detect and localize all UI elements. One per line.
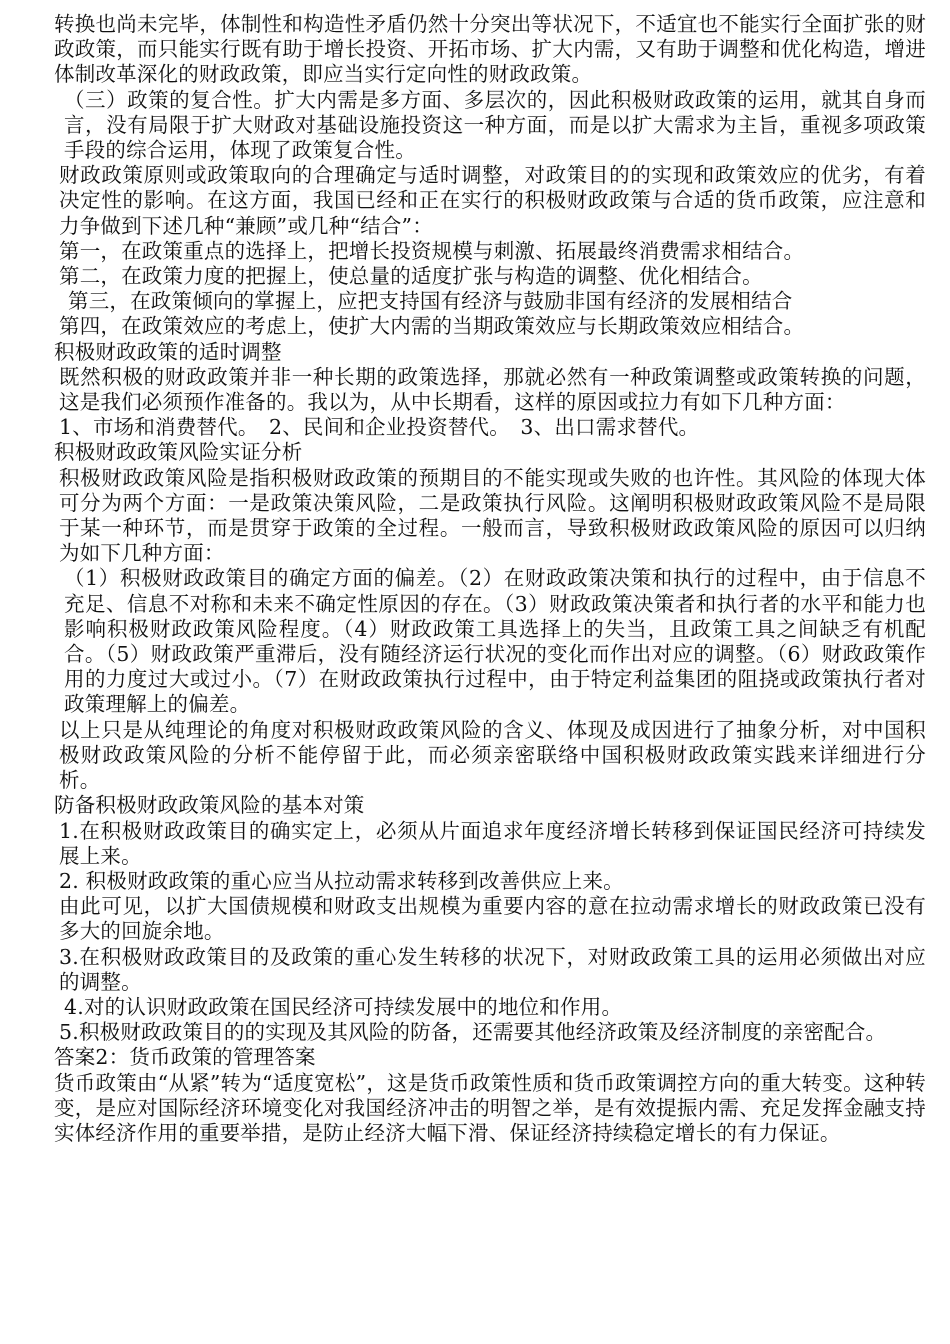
countermeasure-item-2: 2. 积极财政政策的重心应当从拉动需求转移到改善供应上来。 [59, 868, 624, 893]
paragraph-substitution-list: 1、市场和消费替代。 2、民间和企业投资替代。 3、出口需求替代。 [59, 415, 700, 440]
paragraph-policy-principles: 财政政策原则或政策取向的合理确定与适时调整，对政策目的的实现和政策效应的优劣，有着决定性的影响。在这方面，我国已经和正在实行的积极财政政策与合适的货币政策，应注意和力争做到下述几种“兼顾”或几种“结合”： [59, 163, 926, 238]
paragraph-policy-composite: （三）政策的复合性。扩大内需是多方面、多层次的，因此积极财政政策的运用，就其自身而言，没有局限于扩大财政对基础设施投资这一种方面，而是以扩大需求为主旨，重视多项政策手段的综合运用，体现了政策复合性。 [64, 87, 926, 163]
paragraph-risk-definition: 积极财政政策风险是指积极财政政策的预期目的不能实现或失败的也许性。其风险的体现大体可分为两个方面：一是政策决策风险，二是政策执行风险。这阐明积极财政政策风险不是局限于某一种环节，而是贯穿于政策的全过程。一般而言，导致积极财政政策风险的原因可以归纳为如下几种方面： [59, 465, 926, 566]
section-heading-risk-analysis: 积极财政政策风险实证分析 [54, 440, 303, 465]
countermeasure-item-3: 3.在积极财政政策目的及政策的重心发生转移的状况下，对财政政策工具的运用必须做出对应的调整。 [59, 944, 926, 994]
list-item-second: 第二，在政策力度的把握上，使总量的适度扩张与构造的调整、优化相结合。 [59, 264, 763, 289]
paragraph-risk-causes: （1）积极财政政策目的确定方面的偏差。（2）在财政政策决策和执行的过程中，由于信息不充足、信息不对称和未来不确定性原因的存在。（3）财政政策决策者和执行者的水平和能力也影响积极财政政策风险程度。（4）财政政策工具选择上的失当，且政策工具之间缺乏有机配合。（5）财政政策严重滞后，没有随经济运行状况的变化而作出对应的调整。（6）财政政策作用的力度过大或过小。（7）在财政政策执行过程中，由于特定利益集团的阻挠或政策执行者对政策理解上的偏差。 [64, 566, 926, 717]
list-item-first: 第一，在政策重点的选择上，把增长投资规模与刺激、拓展最终消费需求相结合。 [59, 238, 805, 263]
paragraph-intro-continuation: 转换也尚未完毕，体制性和构造性矛盾仍然十分突出等状况下，不适宜也不能实行全面扩张的财政政策，而只能实行既有助于增长投资、开拓市场、扩大内需，又有助于调整和优化构造，增进体制改革深化的财政政策，即应当实行定向性的财政政策。 [54, 12, 926, 87]
section-heading-answer-2: 答案2：货币政策的管理答案 [54, 1045, 316, 1070]
countermeasure-item-5: 5.积极财政政策目的的实现及其风险的防备，还需要其他经济政策及经济制度的亲密配合。 [59, 1020, 887, 1045]
list-item-third: 第三，在政策倾向的掌握上，应把支持国有经济与鼓励非国有经济的发展相结合 [68, 289, 793, 314]
countermeasure-item-4: 4.对的认识财政政策在国民经济可持续发展中的地位和作用。 [64, 994, 623, 1019]
document-page [54, 12, 926, 1146]
section-heading-timely-adjustment: 积极财政政策的适时调整 [54, 339, 282, 364]
paragraph-adjustment: 既然积极的财政政策并非一种长期的政策选择，那就必然有一种政策调整或政策转换的问题，这是我们必须预作准备的。我以为，从中长期看，这样的原因或拉力有如下几种方面： [59, 364, 926, 415]
paragraph-risk-summary: 以上只是从纯理论的角度对积极财政政策风险的含义、体现及成因进行了抽象分析，对中国积极财政政策风险的分析不能停留于此，而必须亲密联络中国积极财政政策实践来详细进行分析。 [59, 717, 926, 793]
paragraph-conclusion-debt: 由此可见，以扩大国债规模和财政支出规模为重要内容的意在拉动需求增长的财政政策已没有多大的回旋余地。 [59, 894, 926, 944]
section-heading-countermeasures: 防备积极财政政策风险的基本对策 [54, 793, 365, 818]
list-item-fourth: 第四，在政策效应的考虑上，使扩大内需的当期政策效应与长期政策效应相结合。 [59, 314, 805, 339]
paragraph-monetary-policy: 货币政策由“从紧”转为“适度宽松”，这是货币政策性质和货币政策调控方向的重大转变。这种转变，是应对国际经济环境变化对我国经济冲击的明智之举，是有效提振内需、充足发挥金融支持实体经济作用的重要举措，是防止经济大幅下滑、保证经济持续稳定增长的有力保证。 [54, 1070, 926, 1145]
countermeasure-item-1: 1.在积极财政政策目的确实定上，必须从片面追求年度经济增长转移到保证国民经济可持续发展上来。 [59, 818, 926, 868]
